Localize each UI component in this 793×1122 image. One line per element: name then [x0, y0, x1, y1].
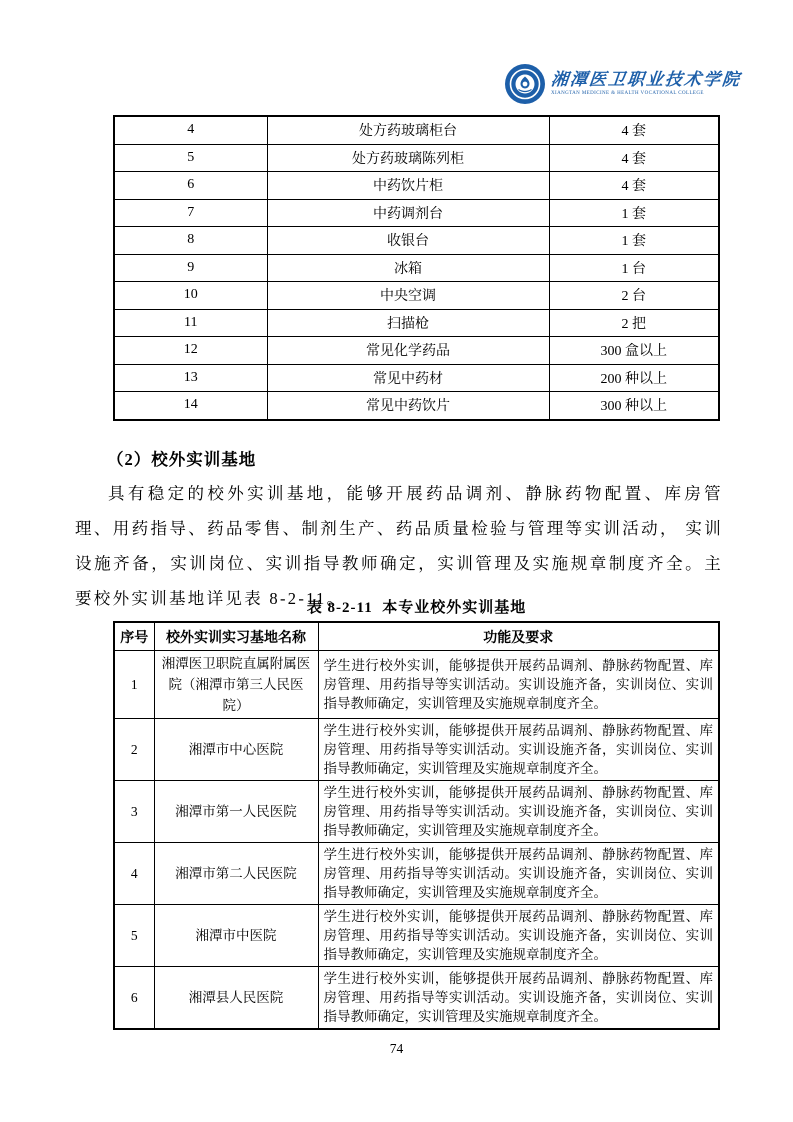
- training-base-row: [114, 967, 719, 1030]
- college-name-en: XIANGTAN MEDICINE & HEALTH VOCATIONAL COLLEGE: [551, 91, 704, 97]
- body-paragraph: 具有稳定的校外实训基地，能够开展药品调剂、静脉药物配置、库房管理、用药指导、药品零售、制剂生产、药品质量检验与管理等实训活动， 实训设施齐备，实训岗位、实训指导教师确定，实训管理及实施规章制度齐全。主要校外实训基地详见表 8-2-11。: [75, 484, 723, 608]
- equipment-quantity: 4 套: [549, 116, 719, 144]
- equipment-row-number: 11: [114, 309, 267, 337]
- training-base-row: [114, 843, 719, 905]
- page-number: 74: [389, 1041, 404, 1056]
- equipment-row-number: 10: [114, 282, 267, 310]
- base-row-number: 3: [114, 781, 154, 843]
- equipment-name: 冰箱: [267, 254, 549, 282]
- equipment-name: 收银台: [267, 227, 549, 255]
- equipment-row-number: 5: [114, 144, 267, 172]
- equipment-table-row: [114, 172, 719, 200]
- base-name: 湘潭医卫职院直属附属医院（湘潭市第三人民医院）: [154, 651, 318, 719]
- base-function: 学生进行校外实训，能够提供开展药品调剂、静脉药物配置、库房管理、用药指导等实训活动。实训设施齐备，实训岗位、实训指导教师确定，实训管理及实施规章制度齐全。: [318, 651, 719, 719]
- base-name: 湘潭市第二人民医院: [154, 843, 318, 905]
- section-heading: （2）校外实训基地: [107, 450, 257, 469]
- training-base-row: [114, 905, 719, 967]
- equipment-quantity: 200 种以上: [549, 364, 719, 392]
- equipment-quantity: 2 把: [549, 309, 719, 337]
- equipment-table-row: [114, 309, 719, 337]
- equipment-row-number: 9: [114, 254, 267, 282]
- equipment-table: [113, 115, 720, 421]
- base-name: 湘潭市中医院: [154, 905, 318, 967]
- base-row-number: 6: [114, 967, 154, 1030]
- equipment-quantity: 2 台: [549, 282, 719, 310]
- base-function: 学生进行校外实训，能够提供开展药品调剂、静脉药物配置、库房管理、用药指导等实训活动。实训设施齐备，实训岗位、实训指导教师确定，实训管理及实施规章制度齐全。: [318, 843, 719, 905]
- equipment-table-row: [114, 227, 719, 255]
- equipment-name: 中央空调: [267, 282, 549, 310]
- equipment-row-number: 13: [114, 364, 267, 392]
- equipment-name: 处方药玻璃柜台: [267, 116, 549, 144]
- equipment-row-number: 8: [114, 227, 267, 255]
- college-emblem-icon: [504, 63, 546, 105]
- base-row-number: 5: [114, 905, 154, 967]
- college-name-block: [551, 71, 741, 96]
- equipment-table-row: [114, 254, 719, 282]
- equipment-quantity: 1 套: [549, 227, 719, 255]
- equipment-name: 处方药玻璃陈列柜: [267, 144, 549, 172]
- equipment-quantity: 300 盒以上: [549, 337, 719, 365]
- equipment-name: 扫描枪: [267, 309, 549, 337]
- equipment-name: 常见中药饮片: [267, 392, 549, 420]
- equipment-name: 中药饮片柜: [267, 172, 549, 200]
- base-row-number: 4: [114, 843, 154, 905]
- base-row-number: 1: [114, 651, 154, 719]
- equipment-row-number: 7: [114, 199, 267, 227]
- base-row-number: 2: [114, 719, 154, 781]
- equipment-quantity: 300 种以上: [549, 392, 719, 420]
- base-name: 湘潭县人民医院: [154, 967, 318, 1030]
- equipment-table-row: [114, 282, 719, 310]
- header-function: 功能及要求: [318, 622, 719, 651]
- equipment-table-row: [114, 144, 719, 172]
- equipment-row-number: 4: [114, 116, 267, 144]
- equipment-quantity: 1 台: [549, 254, 719, 282]
- equipment-table-row: [114, 199, 719, 227]
- training-base-row: [114, 651, 719, 719]
- base-function: 学生进行校外实训，能够提供开展药品调剂、静脉药物配置、库房管理、用药指导等实训活动。实训设施齐备，实训岗位、实训指导教师确定，实训管理及实施规章制度齐全。: [318, 905, 719, 967]
- header-serial-number: 序号: [114, 622, 154, 651]
- base-table-title: 表 8-2-11 本专业校外实训基地: [306, 600, 527, 616]
- training-base-row: [114, 781, 719, 843]
- equipment-table-row: [114, 364, 719, 392]
- equipment-table-row: [114, 337, 719, 365]
- base-function: 学生进行校外实训，能够提供开展药品调剂、静脉药物配置、库房管理、用药指导等实训活动。实训设施齐备，实训岗位、实训指导教师确定，实训管理及实施规章制度齐全。: [318, 719, 719, 781]
- college-name-cn: 湘潭医卫职业技术学院: [550, 70, 743, 90]
- header-base-name: 校外实训实习基地名称: [154, 622, 318, 651]
- equipment-name: 常见中药材: [267, 364, 549, 392]
- training-base-header-row: [114, 622, 719, 651]
- equipment-table-row: [114, 116, 719, 144]
- equipment-quantity: 4 套: [549, 144, 719, 172]
- base-name: 湘潭市中心医院: [154, 719, 318, 781]
- base-function: 学生进行校外实训，能够提供开展药品调剂、静脉药物配置、库房管理、用药指导等实训活动。实训设施齐备，实训岗位、实训指导教师确定，实训管理及实施规章制度齐全。: [318, 781, 719, 843]
- college-logo: [504, 63, 741, 105]
- training-base-table: [113, 621, 720, 1030]
- base-name: 湘潭市第一人民医院: [154, 781, 318, 843]
- equipment-quantity: 1 套: [549, 199, 719, 227]
- equipment-name: 中药调剂台: [267, 199, 549, 227]
- equipment-row-number: 6: [114, 172, 267, 200]
- equipment-row-number: 12: [114, 337, 267, 365]
- base-function: 学生进行校外实训，能够提供开展药品调剂、静脉药物配置、库房管理、用药指导等实训活动。实训设施齐备，实训岗位、实训指导教师确定，实训管理及实施规章制度齐全。: [318, 967, 719, 1030]
- training-base-row: [114, 719, 719, 781]
- equipment-table-row: [114, 392, 719, 420]
- equipment-quantity: 4 套: [549, 172, 719, 200]
- equipment-name: 常见化学药品: [267, 337, 549, 365]
- equipment-row-number: 14: [114, 392, 267, 420]
